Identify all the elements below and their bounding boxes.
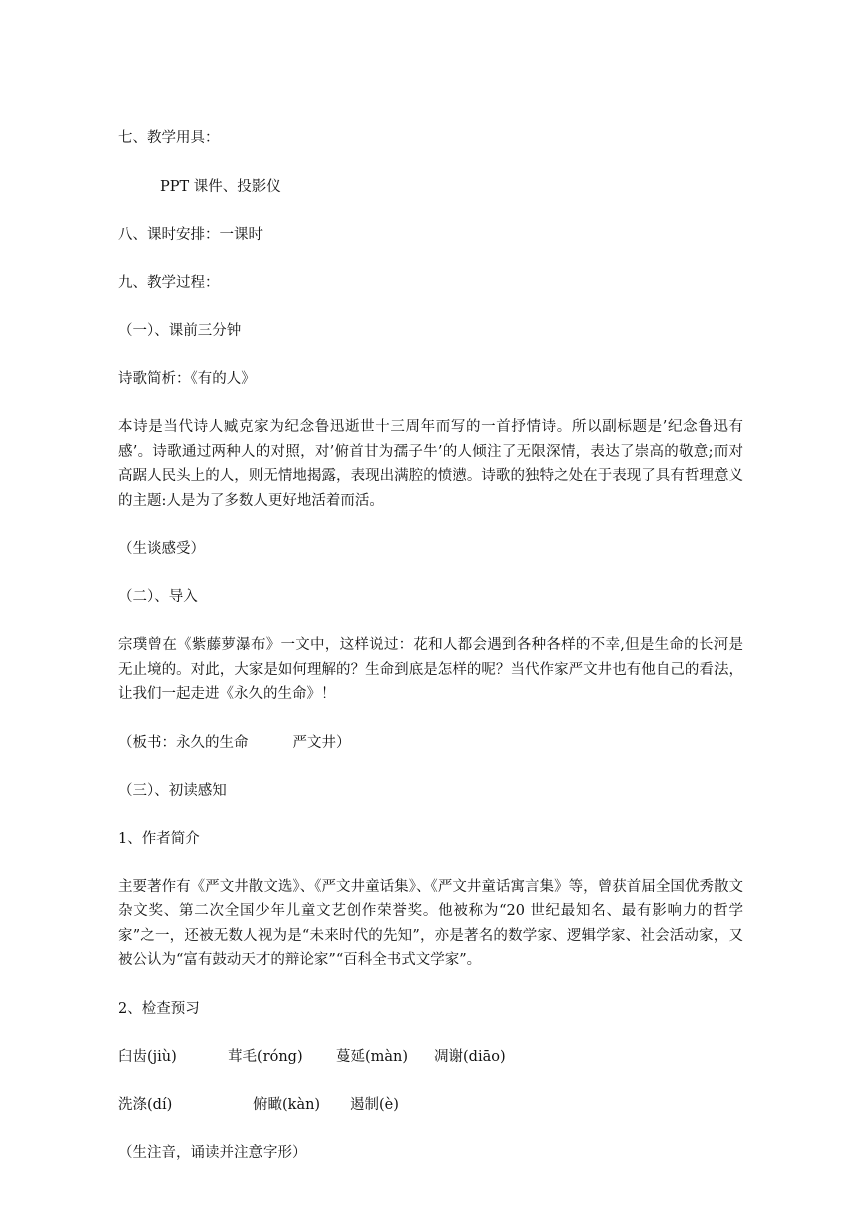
section-7-heading: 七、教学用具：	[118, 130, 220, 146]
pinyin-word: 俯瞰(kàn)	[253, 1096, 321, 1113]
part-1-heading: （一）、课前三分钟	[118, 323, 242, 339]
teaching-tools-value: PPT 课件、投影仪	[160, 179, 281, 195]
section-9-heading: 九、教学过程：	[118, 275, 220, 291]
poem-analysis-title: 诗歌简析：《有的人》	[118, 371, 256, 387]
pinyin-row-1	[118, 1045, 743, 1069]
student-feel-note: （生谈感受）	[118, 541, 205, 557]
section-8-heading: 八、课时安排：一课时	[118, 227, 263, 243]
student-note: （生注音，诵读并注意字形）	[118, 1144, 307, 1161]
document-body	[118, 126, 743, 1165]
part-2-heading: （二）、导入	[118, 589, 198, 605]
preview-check-heading: 2、检查预习	[118, 1000, 200, 1017]
board-writing-author: 严文井）	[292, 734, 351, 751]
author-intro-paragraph: 主要著作有《严文井散文选》、《严文井童话集》、《严文井童话寓言集》等，曾获首届全国优秀散文杂文奖、第二次全国少年儿童文艺创作荣誉奖。他被称为“20 世纪最知名、最有影响力的哲学家”之一，还被无数人视为是“未来时代的先知”，亦是著名的数学家、逻辑学家、社会活动家，又被公认为“富有鼓动天才的辩论家”“百科全书式文学家”。	[118, 878, 743, 968]
part-3-heading: （三）、初读感知	[118, 782, 227, 799]
author-intro-heading: 1、作者简介	[118, 830, 200, 847]
pinyin-word: 臼齿(jiù)	[118, 1048, 177, 1065]
pinyin-word: 蔓延(màn)	[336, 1048, 409, 1065]
board-writing	[118, 731, 743, 755]
teaching-tools-text	[118, 175, 743, 199]
pinyin-word: 洗涤(dí)	[118, 1096, 173, 1113]
pinyin-word: 茸毛(róng)	[228, 1048, 303, 1065]
pinyin-word: 遏制(è)	[350, 1096, 399, 1113]
pinyin-word: 凋谢(diāo)	[434, 1048, 506, 1065]
poem-analysis-paragraph: 本诗是当代诗人臧克家为纪念鲁迅逝世十三周年而写的一首抒情诗。所以副标题是’纪念鲁迅有感’。诗歌通过两种人的对照，对’俯首甘为孺子牛’的人倾注了无限深情，表达了崇高的敬意;而对高踞人民头上的人，则无情地揭露，表现出满腔的愤懑。诗歌的独特之处在于表现了具有哲理意义的主题:人是为了多数人更好地活着而活。	[118, 419, 743, 509]
intro-paragraph: 宗璞曾在《紫藤萝瀑布》一文中，这样说过：花和人都会遇到各种各样的不幸,但是生命的长河是无止境的。对此，大家是如何理解的？生命到底是怎样的呢？当代作家严文井也有他自己的看法，让我们一起走进《永久的生命》！	[118, 637, 743, 702]
board-writing-title: （板书：永久的生命	[118, 734, 249, 751]
pinyin-row-2	[118, 1093, 743, 1117]
